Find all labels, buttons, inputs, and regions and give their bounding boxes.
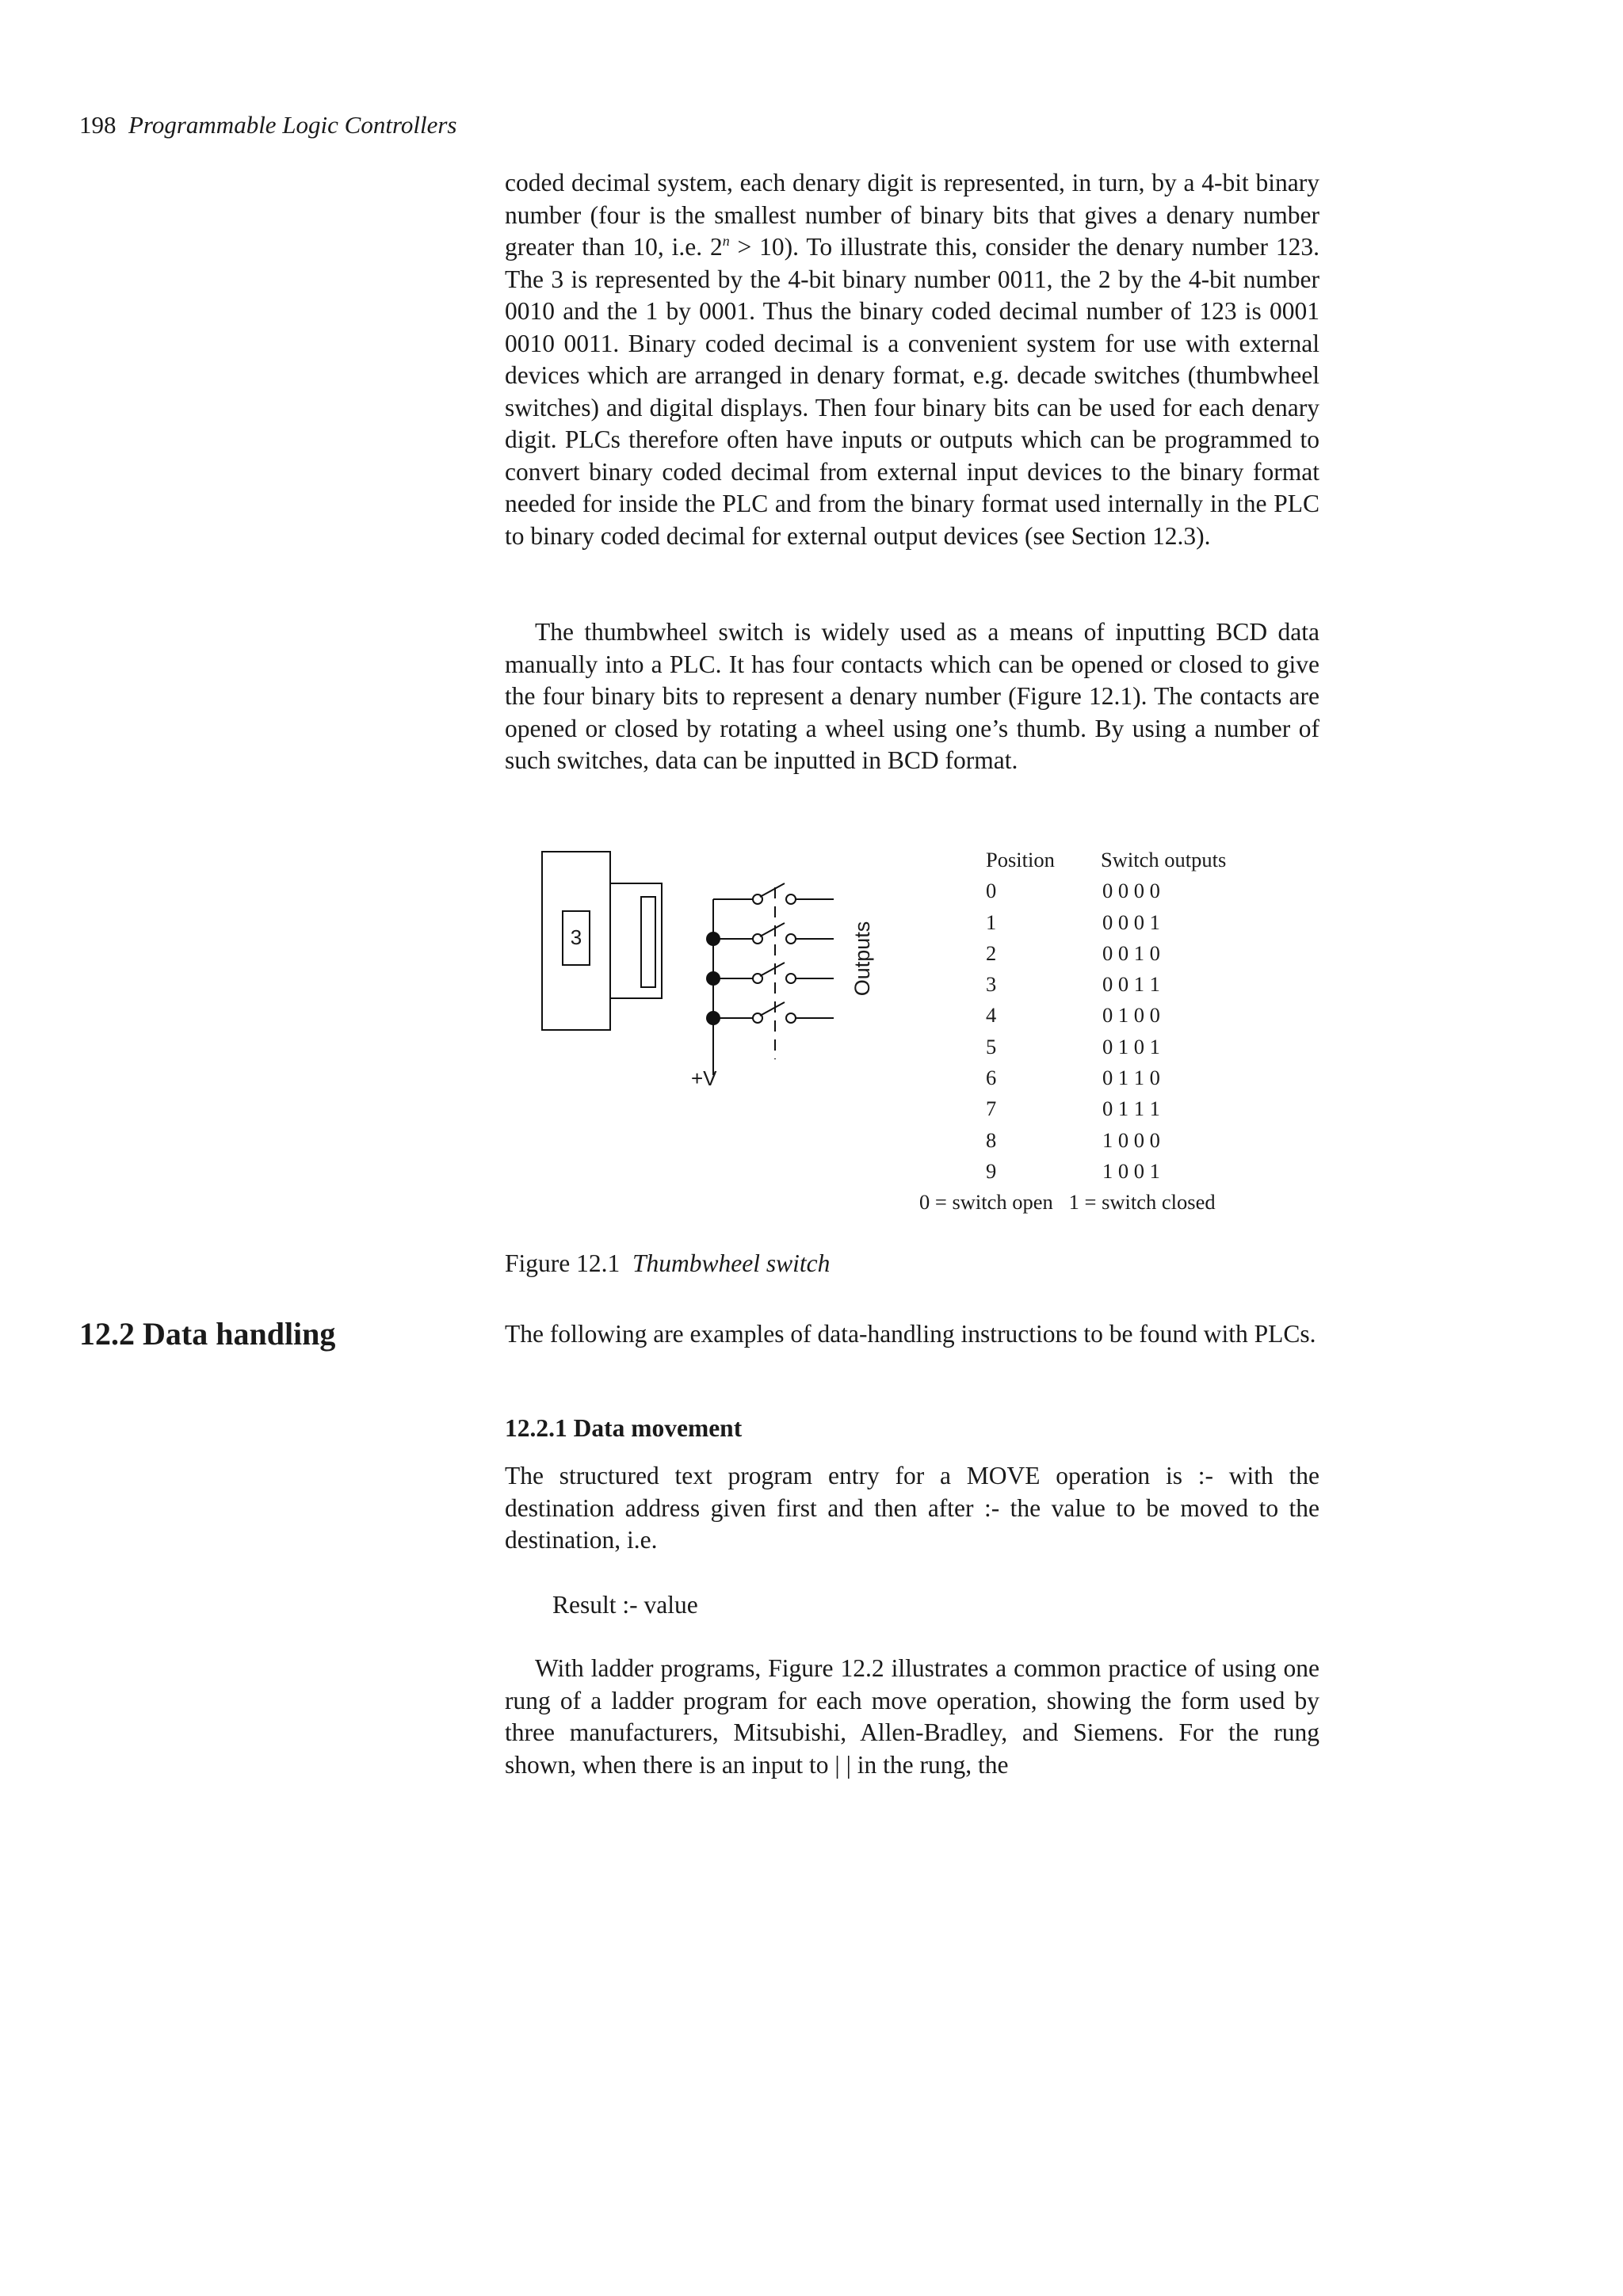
supply-label: +V [691, 1066, 717, 1090]
table-cell-output: 0 1 0 0 [1102, 1003, 1160, 1028]
paragraph-data-handling [505, 1318, 1319, 1351]
table-cell-output: 1 0 0 0 [1102, 1127, 1160, 1152]
move-text: The structured text program entry for a MOVE operation is :- with the destination address given first and then after :- the value to be moved to the destination, i.e. [505, 1462, 1319, 1554]
bcd-text-part1: coded decimal system, each denary digit is represented, in turn, by a 4-bit binary number (four is the smallest number of binary bits that gives a denary number greater than 10, i.e. 2 [505, 169, 1319, 261]
wheel-housing [610, 883, 662, 998]
switch-contact [786, 974, 796, 983]
table-cell-output: 1 0 0 1 [1102, 1158, 1160, 1183]
exponent-n: n [722, 233, 730, 249]
table-header-outputs: Switch outputs [1101, 848, 1227, 871]
switch-contact [786, 894, 796, 904]
outputs-label: Outputs [850, 921, 874, 997]
figure-caption [505, 1248, 830, 1280]
junction-dot [706, 971, 720, 986]
table-header-position: Position [986, 848, 1055, 871]
wheel-slot [641, 897, 655, 987]
table-cell-output: 0 0 0 1 [1102, 910, 1160, 934]
table-cell-position: 7 [986, 1097, 997, 1121]
caption-title: Thumbwheel switch [632, 1249, 831, 1277]
table-cell-output: 0 1 1 1 [1102, 1097, 1160, 1121]
wheel-digit: 3 [570, 925, 582, 949]
paragraph-ladder [505, 1653, 1319, 1781]
ladder-text: With ladder programs, Figure 12.2 illustrates a common practice of using one rung of a ladder program for each move operation, showing the form used by three manufacturers, Mitsubishi, Allen-Bradley, and Siemens. For the rung shown, when there is an input to | | in the rung, the [505, 1654, 1319, 1779]
table-cell-output: 0 1 1 0 [1102, 1066, 1160, 1090]
subsection-heading: 12.2.1 Data movement [505, 1414, 743, 1442]
page-number: 198 [79, 111, 116, 139]
table-cell-position: 5 [986, 1034, 997, 1058]
book-title: Programmable Logic Controllers [128, 111, 457, 139]
caption-number: Figure 12.1 [505, 1249, 621, 1277]
table-cell-position: 2 [986, 940, 997, 965]
running-head [79, 109, 457, 141]
table-cell-position: 3 [986, 972, 997, 997]
switch-table [986, 845, 1055, 1187]
table-cell-output: 0 0 1 0 [1102, 940, 1160, 965]
junction-dot [706, 932, 720, 946]
data-handling-text: The following are examples of data-handling instructions to be found with PLCs. [505, 1320, 1316, 1348]
table-cell-output: 0 1 0 1 [1102, 1034, 1160, 1058]
junction-dot [706, 1011, 720, 1025]
table-cell-position: 6 [986, 1066, 997, 1090]
subsection-block [505, 1413, 1319, 1445]
position-column [986, 875, 1055, 1187]
figure-thumbwheel-switch [523, 840, 1284, 1236]
paragraph-thumbwheel [505, 616, 1319, 777]
code-block [505, 1589, 1319, 1622]
code-line: Result :- value [552, 1591, 698, 1619]
switch-table-outputs [1101, 845, 1226, 1187]
switch-contact [786, 1013, 796, 1023]
table-legend: 0 = switch open 1 = switch closed [919, 1190, 1216, 1214]
paragraph-bcd-intro [505, 167, 1319, 552]
table-cell-output: 0 0 0 0 [1102, 879, 1160, 903]
table-cell-position: 8 [986, 1127, 997, 1152]
table-cell-output: 0 0 1 1 [1102, 972, 1160, 997]
paragraph-move [505, 1460, 1319, 1557]
thumbwheel-text: The thumbwheel switch is widely used as a means of inputting BCD data manually into a PLC. It has four contacts which can be opened or closed to give the four binary bits to represent a denary number (Figure 12.1). The contacts are opened or closed by rotating a wheel using one’s thumb. By using a number of such switches, data can be inputted in BCD format. [505, 618, 1319, 774]
switch-contact [786, 934, 796, 944]
table-cell-position: 9 [986, 1158, 997, 1183]
table-cell-position: 4 [986, 1003, 997, 1028]
section-heading: 12.2 Data handling [79, 1316, 336, 1352]
outputs-column [1101, 875, 1226, 1187]
bcd-text-part2: > 10). To illustrate this, consider the denary number 123. The 3 is represented by the 4-bit binary number 0011, the 2 by the 4-bit number 0010 and the 1 by 0001. Thus the binary coded decimal number of 123 is 0001 0010 0011. Binary coded decimal is a convenient system for use with external devices which are arranged in denary format, e.g. decade switches (thumbwheel switches) and digital displays. Then four binary bits can be used for each denary digit. PLCs therefore often have inputs or outputs which can be programmed to convert binary coded decimal from external input devices to the binary format needed for inside the PLC and from the binary format used internally in the PLC to binary coded decimal for external output devices (see Section 12.3). [505, 233, 1319, 550]
table-cell-position: 1 [986, 910, 997, 934]
table-cell-position: 0 [986, 879, 997, 903]
